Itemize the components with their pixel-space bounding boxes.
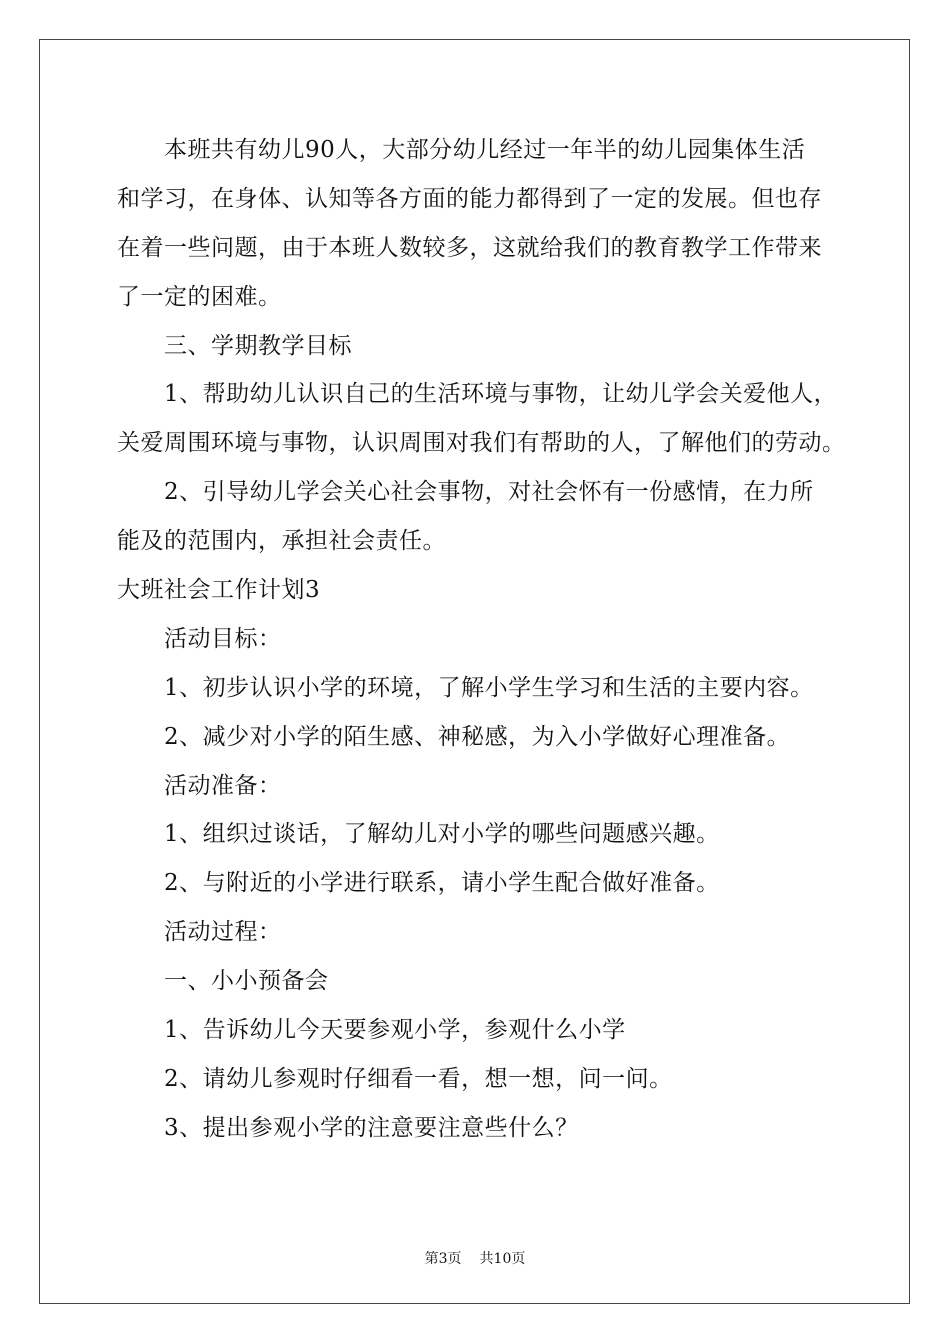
list-item: 1、组织过谈话，了解幼儿对小学的哪些问题感兴趣。 [164,821,720,848]
document-body [117,126,852,1153]
list-item: 1、初步认识小学的环境，了解小学生学习和生活的主要内容。 [164,674,814,701]
section-heading: 一、小小预备会 [164,968,329,995]
paragraph-line: 能及的范围内，承担社会责任。 [117,528,446,555]
paragraph-line: 本班共有幼儿90人，大部分幼儿经过一年半的幼儿园集体生活 [164,137,806,163]
list-item: 2、请幼儿参观时仔细看一看，想一想，问一问。 [164,1065,673,1092]
paragraph-line: 在着一些问题，由于本班人数较多，这就给我们的教育教学工作带来 [117,234,822,261]
list-item: 3、提出参观小学的注意要注意些什么？ [164,1114,579,1141]
list-item: 2、减少对小学的陌生感、神秘感，为入小学做好心理准备。 [164,723,791,750]
page-number: 第3页 [424,1251,462,1267]
list-item: 2、与附近的小学进行联系，请小学生配合做好准备。 [164,870,720,897]
paragraph-line: 1、帮助幼儿认识自己的生活环境与事物，让幼儿学会关爱他人， [164,381,838,408]
section-heading: 三、学期教学目标 [164,332,352,359]
section-heading: 活动准备： [164,772,282,799]
paragraph-line: 2、引导幼儿学会关心社会事物，对社会怀有一份感情，在力所 [164,479,814,506]
section-heading: 活动过程： [164,919,282,946]
page-total: 共10页 [479,1251,526,1267]
paragraph-line: 关爱周围环境与事物，认识周围对我们有帮助的人，了解他们的劳动。 [117,430,846,457]
paragraph-line: 了一定的困难。 [117,283,282,310]
document-title: 大班社会工作计划3 [117,577,321,604]
list-item: 1、告诉幼儿今天要参观小学，参观什么小学 [164,1017,626,1044]
page-footer [0,1248,950,1268]
section-heading: 活动目标： [164,625,282,652]
paragraph-line: 和学习，在身体、认知等各方面的能力都得到了一定的发展。但也存 [117,185,822,212]
